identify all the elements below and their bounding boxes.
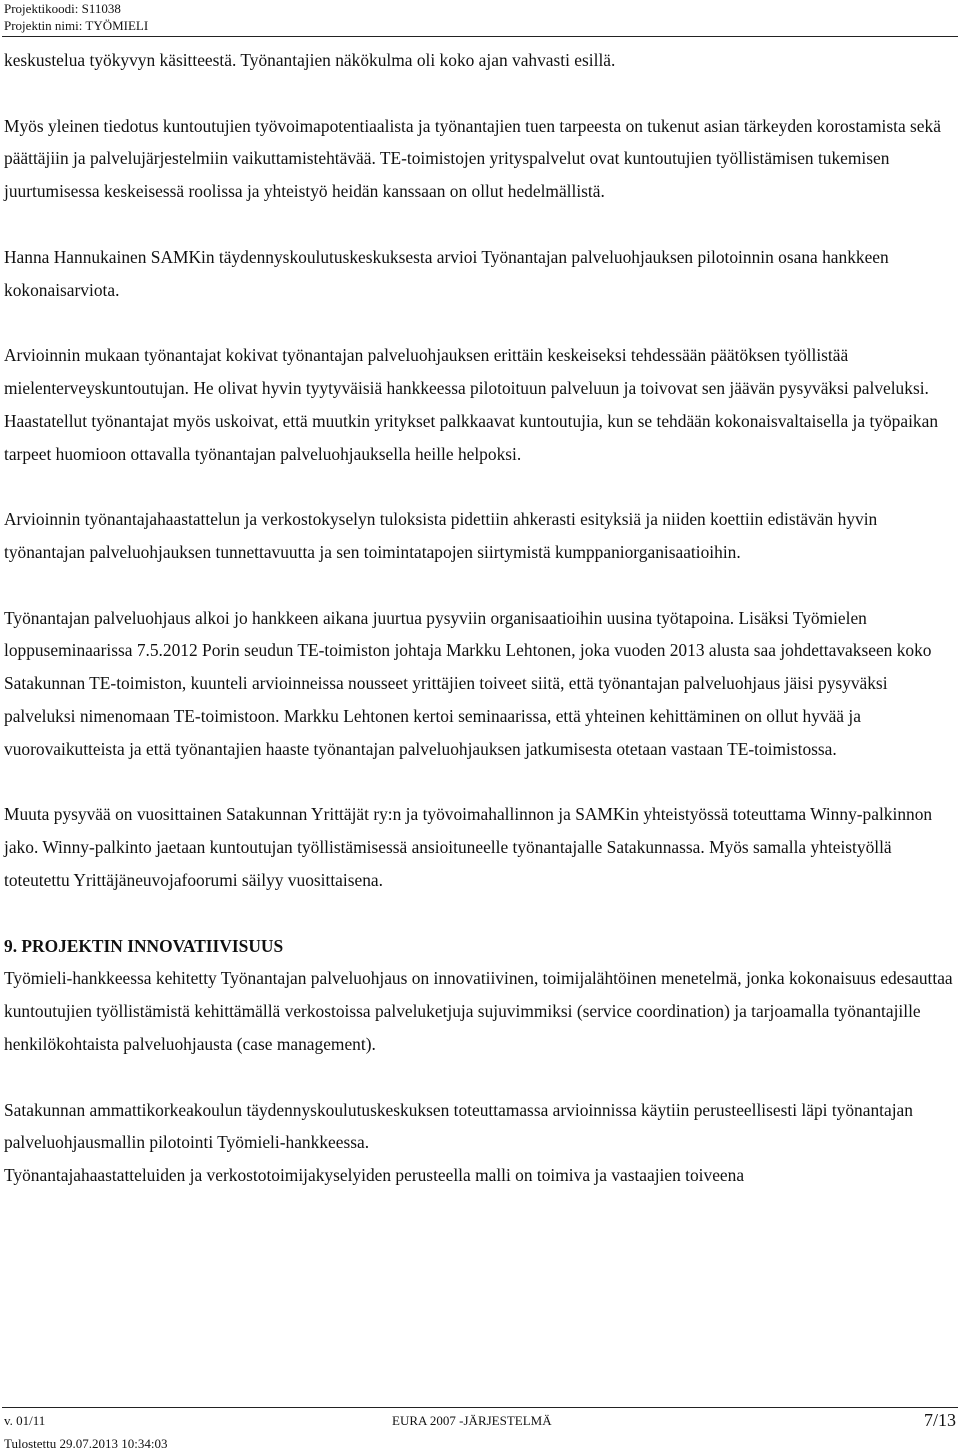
paragraph-8: Työmieli-hankkeessa kehitetty Työnantajan palveluohjaus on innovatiivinen, toimijalähtöinen menetelmä, jonka kokonaisuus edesauttaa kuntoutujien työllistämistä kehittämällä verkostoissa palveluketjuja sujuvimmiksi (service coordination) ja tarjoamalla työnantajille henkilökohtaista palveluohjausta (case management).	[4, 968, 953, 1054]
paragraph-5: Arvioinnin työnantajahaastattelun ja verkostokyselyn tuloksista pidettiin ahkerasti esityksiä ja niiden koettiin edistävän hyvin työnantajan palveluohjauksen tunnettavuutta ja sen toimintatapojen siirtymistä kumppaniorganisaatioihin.	[4, 509, 878, 562]
paragraph-4: Arvioinnin mukaan työnantajat kokivat työnantajan palveluohjauksen erittäin keskeiseksi tehdessään päätöksen työllistää mielenterveyskuntoutujan. He olivat hyvin tyytyväisiä hankkeessa pilotoituun palveluun ja toivovat sen jäävän pysyväksi palveluksi. Haastatellut työnantajat myös uskoivat, että muutkin yritykset palkkaavat kuntoutujia, kun se tehdään kokonaisvaltaisella ja työpaikan tarpeet huomioon ottavalla työnantajan palveluohjauksella heille helpoksi.	[4, 345, 939, 464]
paragraph-6: Työnantajan palveluohjaus alkoi jo hankkeen aikana juurtua pysyviin organisaatioihin uusina työtapoina. Lisäksi Työmielen loppuseminaarissa 7.5.2012 Porin seudun TE-toimiston johtaja Markku Lehtonen, joka vuoden 2013 alusta saa johdettavakseen koko Satakunnan TE-toimiston, kuunteli arvioinneissa nousseet yrittäjien toiveet siitä, että työnantajan palveluohjaus jäisi pysyväksi palveluksi nimenomaan TE-toimistoon. Markku Lehtonen kertoi seminaarissa, että yhteinen kehittäminen on ollut hyvää ja vuorovaikutteista ja että työnantajien haaste työnantajan palveluohjauksen jatkumisesta otetaan vastaan TE-toimistossa.	[4, 607, 932, 759]
paragraph-10: Työnantajahaastatteluiden ja verkostotoimijakyselyiden perusteella malli on toimiva ja vastaajien toiveena	[4, 1165, 745, 1186]
section-heading: 9. PROJEKTIN INNOVATIIVISUUS	[4, 935, 284, 956]
document-body	[4, 44, 956, 1192]
page-number: 7/13	[923, 1410, 956, 1430]
paragraph-3: Hanna Hannukainen SAMKin täydennyskoulutuskeskuksesta arvioi Työnantajan palveluohjauksen pilotoinnin osana hankkeen kokonaisarviota.	[4, 246, 889, 300]
paragraph-2: Myös yleinen tiedotus kuntoutujien työvoimapotentiaalista ja työnantajien tuen tarpeesta on tukenut asian tärkeyden korostamista sekä päättäjiin ja palvelujärjestelmiin vaikuttamistehtävää. TE-toimistojen yrityspalvelut ovat kuntoutujien työllistämisen tukemisen juurtumisessa keskeisessä roolissa ja yhteistyö heidän kanssaan on ollut hedelmällistä.	[4, 115, 941, 202]
page-header	[4, 0, 148, 34]
header-divider	[2, 36, 958, 37]
printed-timestamp: Tulostettu 29.07.2013 10:34:03	[4, 1436, 168, 1451]
paragraph-9: Satakunnan ammattikorkeakoulun täydennyskoulutuskeskuksen toteuttamassa arvioinnissa käytiin perusteellisesti läpi työnantajan palveluohjausmallin pilotointi Työmieli-hankkeessa.	[4, 1099, 913, 1153]
project-code: Projektikoodi: S11038	[4, 1, 121, 16]
paragraph-7: Muuta pysyvää on vuosittainen Satakunnan Yrittäjät ry:n ja työvoimahallinnon ja SAMKin yhteistyössä toteuttama Winny-palkinnon jako. Winny-palkinto jaetaan kuntoutujan työllistämisessä ansioituneelle työnantajalle Satakunnassa. Myös samalla yhteistyöllä toteutettu Yrittäjäneuvojafoorumi säilyy vuosittaisena.	[4, 804, 933, 890]
footer-divider	[2, 1407, 958, 1408]
footer-version: v. 01/11	[4, 1413, 46, 1428]
project-name: Projektin nimi: TYÖMIELI	[4, 18, 149, 33]
paragraph-1: keskustelua työkyvyn käsitteestä. Työnantajien näkökulma oli koko ajan vahvasti esillä.	[4, 50, 616, 70]
footer-system-name: EURA 2007 -JÄRJESTELMÄ	[392, 1413, 552, 1428]
